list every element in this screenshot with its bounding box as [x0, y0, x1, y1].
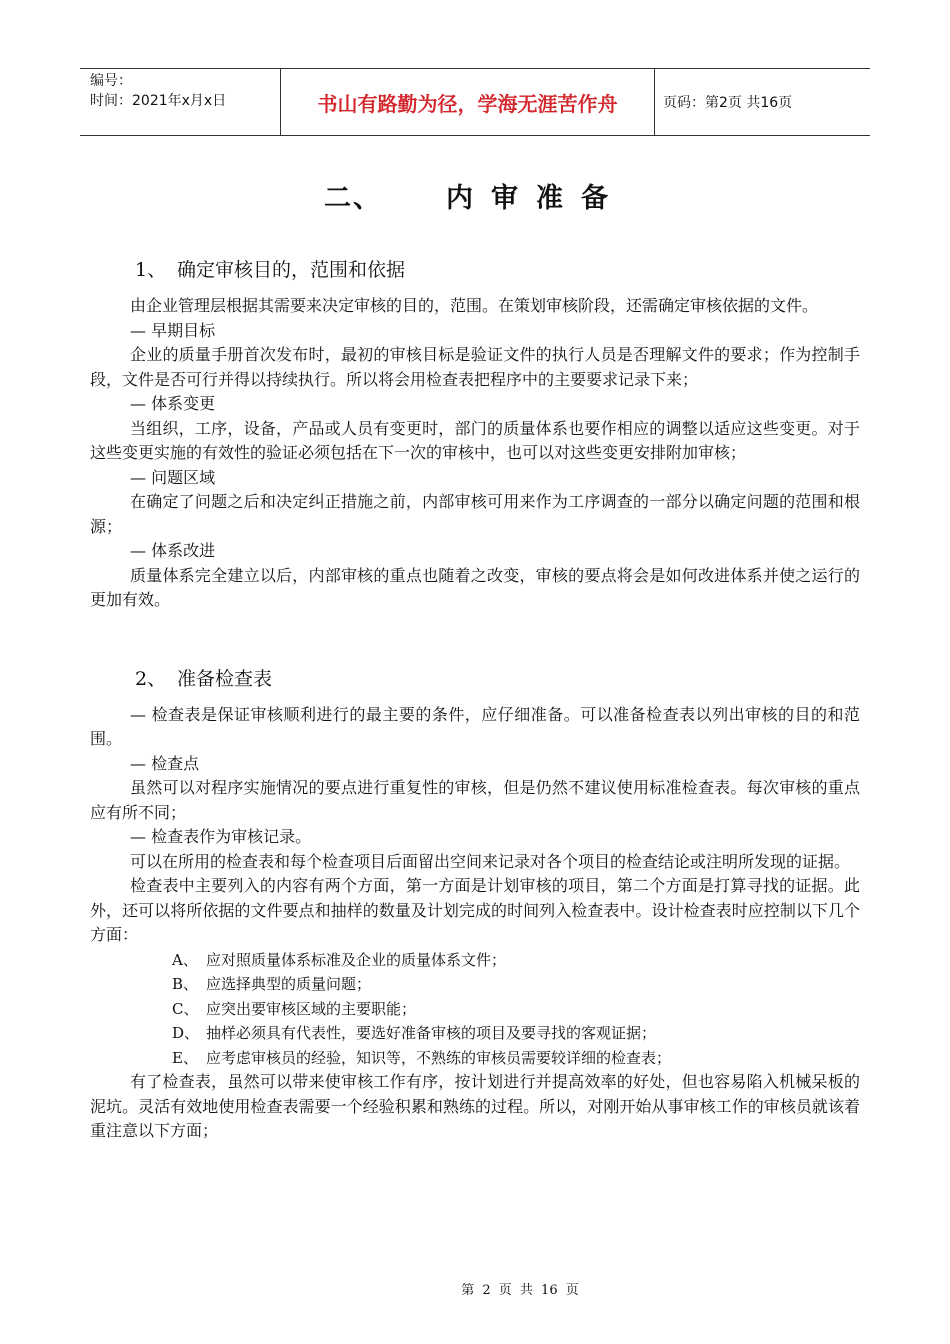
- bullet-heading: — 早期目标: [130, 320, 216, 340]
- list-item: [90, 948, 860, 973]
- header-page-info: 页码：第2页 共16页: [663, 95, 793, 111]
- section-title: 确定审核目的，范围和依据: [177, 259, 406, 281]
- paragraph: 质量体系完全建立以后，内部审核的重点也随着之改变，审核的要点将会是如何改进体系并使之运行的更加有效。: [90, 565, 860, 609]
- document-body: [90, 252, 860, 1144]
- section-heading: [90, 661, 860, 697]
- page-header: [80, 68, 870, 136]
- chapter-number: 二、: [324, 183, 382, 214]
- paragraph: 虽然可以对程序实施情况的要点进行重复性的审核，但是仍然不建议使用标准检查表。每次审核的重点应有所不同；: [90, 778, 860, 822]
- paragraph: 检查表中主要列入的内容有两个方面，第一方面是计划审核的项目，第二个方面是打算寻找的证据。此外，还可以将所依据的文件要点和抽样的数量及计划完成的时间列入检查表中。设计检查表时应控制以下几个方面：: [90, 876, 860, 944]
- list-item-text: 应对照质量体系标准及企业的质量体系文件；: [206, 950, 507, 969]
- list-item: [90, 1021, 860, 1046]
- bullet-heading: — 体系改进: [130, 541, 216, 560]
- paragraph: 当组织，工序，设备，产品或人员有变更时，部门的质量体系也要作相应的调整以适应这些变更。对于这些变更实施的有效性的验证必须包括在下一次的审核中，也可以对这些变更安排附加审核；: [90, 418, 860, 462]
- list-item-text: 应选择典型的质量问题；: [206, 975, 372, 993]
- section-number: 1、: [135, 259, 167, 281]
- list-item-letter: A、: [172, 950, 198, 969]
- bullet-heading: — 检查点: [130, 753, 200, 773]
- chapter-title: [0, 176, 950, 215]
- list-item: [90, 997, 860, 1022]
- list-item-letter: E、: [172, 1048, 198, 1067]
- paragraph: 由企业管理层根据其需要来决定审核的目的，范围。在策划审核阶段，还需确定审核依据的文件。: [130, 296, 819, 315]
- bullet-heading: — 体系变更: [130, 394, 216, 413]
- header-meta: [80, 69, 280, 135]
- list-item-letter: D、: [172, 1024, 200, 1042]
- header-motto: 书山有路勤为径，学海无涯苦作舟: [280, 69, 655, 135]
- section-title: 准备检查表: [177, 667, 273, 690]
- list-item-letter: B、: [172, 975, 199, 993]
- paragraph: 可以在所用的检查表和每个检查项目后面留出空间来记录对各个项目的检查结论或注明所发现的证据。: [130, 851, 851, 871]
- page-footer: 第 2 页 共 16 页: [461, 1283, 579, 1298]
- list-item: [90, 1046, 860, 1071]
- paragraph: 在确定了问题之后和决定纠正措施之前，内部审核可用来作为工序调查的一部分以确定问题的范围和根源；: [90, 492, 860, 536]
- list-item-text: 抽样必须具有代表性，要选好准备审核的项目及要寻找的客观证据；: [206, 1024, 657, 1042]
- section-heading: [90, 252, 860, 288]
- code-label: 编号：: [90, 73, 132, 89]
- list-item-text: 应考虑审核员的经验，知识等，不熟练的审核员需要较详细的检查表；: [206, 1048, 672, 1067]
- bullet-heading: — 问题区域: [130, 467, 216, 487]
- paragraph: 有了检查表，虽然可以带来使审核工作有序，按计划进行并提高效率的好处，但也容易陷入机械呆板的泥坑。灵活有效地使用检查表需要一个经验积累和熟练的过程。所以，对刚开始从事审核工作的审核员就该着重注意以下方面；: [90, 1072, 860, 1140]
- paragraph: 企业的质量手册首次发布时，最初的审核目标是验证文件的执行人员是否理解文件的要求；作为控制手段，文件是否可行并得以持续执行。所以将会用检查表把程序中的主要要求记录下来；: [90, 345, 860, 389]
- date-label: 时间：2021年x月x日: [90, 93, 227, 109]
- bullet-heading: — 检查表作为审核记录。: [130, 827, 312, 846]
- paragraph: — 检查表是保证审核顺利进行的最主要的条件，应仔细准备。可以准备检查表以列出审核的目的和范围。: [90, 704, 860, 748]
- list-item-letter: C、: [172, 999, 199, 1018]
- section-number: 2、: [135, 667, 167, 690]
- chapter-heading: 内审准备: [446, 183, 626, 214]
- list-item-text: 应突出要审核区域的主要职能；: [206, 999, 417, 1018]
- list-item: [90, 972, 860, 997]
